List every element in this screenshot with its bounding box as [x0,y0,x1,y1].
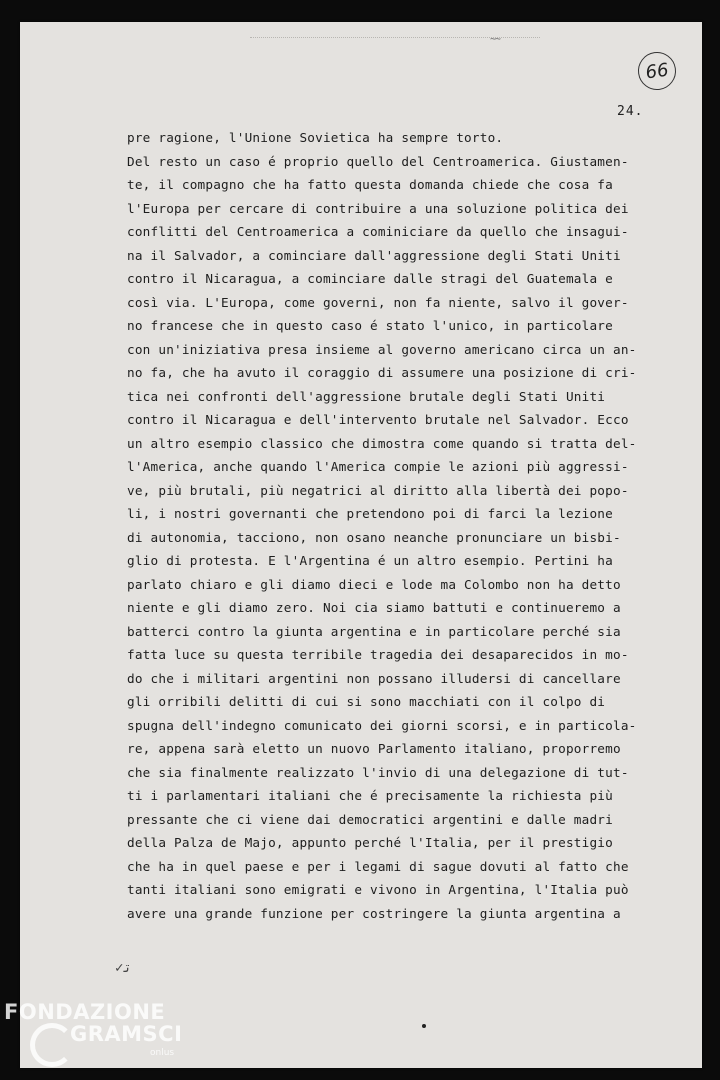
text-line: avere una grande funzione per costringere la giunta argentina a [127,905,621,921]
text-line: re, appena sarà eletto un nuovo Parlamento italiano, proporremo [127,741,621,756]
text-line: ve, più brutali, più negatrici al diritto alla libertà dei popo- [127,482,629,498]
text-line: te, il compagno che ha fatto questa domanda chiede che cosa fa [127,177,613,192]
text-line: l'America, anche quando l'America compie le azioni più aggressi- [127,459,629,474]
text-line: tanti italiani sono emigrati e vivono in Argentina, l'Italia può [127,882,629,897]
watermark-logo-circle-icon [30,1023,74,1067]
text-line: che sia finalmente realizzato l'invio di una delegazione di tut- [127,764,629,780]
text-line: contro il Nicaragua, a cominciare dalle stragi del Guatemala e [127,271,613,286]
handwritten-mark: ✓ﺗ [115,960,132,976]
archive-stamp-number: 66 [644,59,670,83]
text-line: spugna dell'indegno comunicato dei giorni scorsi, e in particola- [127,717,637,733]
text-line: così via. L'Europa, come governi, non fa niente, salvo il gover- [127,294,629,310]
text-line: ti i parlamentari italiani che é precisamente la richiesta più [127,788,613,803]
ink-dot [422,1024,426,1028]
text-line: pre ragione, l'Unione Sovietica ha sempre torto. [127,130,504,145]
text-line: pressante che ci viene dai democratici argentini e dalle madri [127,811,613,827]
text-line: no francese che in questo caso é stato l'unico, in particolare [127,318,613,333]
text-line: niente e gli diamo zero. Noi cia siamo battuti e continueremo a [127,600,621,615]
text-line: batterci contro la giunta argentina e in particolare perché sia [127,623,621,639]
watermark-line2: GRAMSCI [70,1022,183,1046]
typed-body-text [127,126,657,925]
text-line: do che i militari argentini non possano illudersi di cancellare [127,670,621,686]
text-line: conflitti del Centroamerica a cominiciare da quello che insagui- [127,224,629,239]
text-line: l'Europa per cercare di contribuire a una soluzione politica dei [127,200,629,216]
text-line: che ha in quel paese e per i legami di sague dovuti al fatto che [127,858,629,874]
text-line: con un'iniziativa presa insieme al governo americano circa un an- [127,341,637,357]
text-line: Del resto un caso é proprio quello del Centroamerica. Giustamen- [127,153,629,169]
text-line: parlato chiaro e gli diamo dieci e lode ma Colombo non ha detto [127,576,621,592]
text-line: gli orribili delitti di cui si sono macchiati con il colpo di [127,694,606,709]
text-line: contro il Nicaragua e dell'intervento brutale nel Salvador. Ecco [127,412,629,427]
text-line: fatta luce su questa terribile tragedia dei desaparecidos in mo- [127,647,629,662]
text-line: glio di protesta. E l'Argentina é un altro esempio. Pertini ha [127,553,613,568]
watermark-suffix: onlus [150,1048,175,1058]
text-line: un altro esempio classico che dimostra come quando si tratta del- [127,435,637,451]
text-line: no fa, che ha avuto il coraggio di assumere una posizione di cri- [127,365,637,380]
fondazione-gramsci-watermark [4,1000,194,1080]
top-scribble-mark: ~~ [490,34,501,45]
text-line: tica nei confronti dell'aggressione brutale degli Stati Uniti [127,388,606,404]
archive-stamp [636,50,679,93]
text-line: li, i nostri governanti che pretendono poi di farci la lezione [127,506,613,521]
text-line: della Palza de Majo, appunto perché l'Italia, per il prestigio [127,835,613,850]
text-line: na il Salvador, a cominciare dall'aggressione degli Stati Uniti [127,247,621,263]
text-line: di autonomia, tacciono, non osano neanche pronunciare un bisbi- [127,529,621,545]
watermark-line1: FONDAZIONE [4,1000,166,1024]
page-number: 24. [617,104,644,119]
